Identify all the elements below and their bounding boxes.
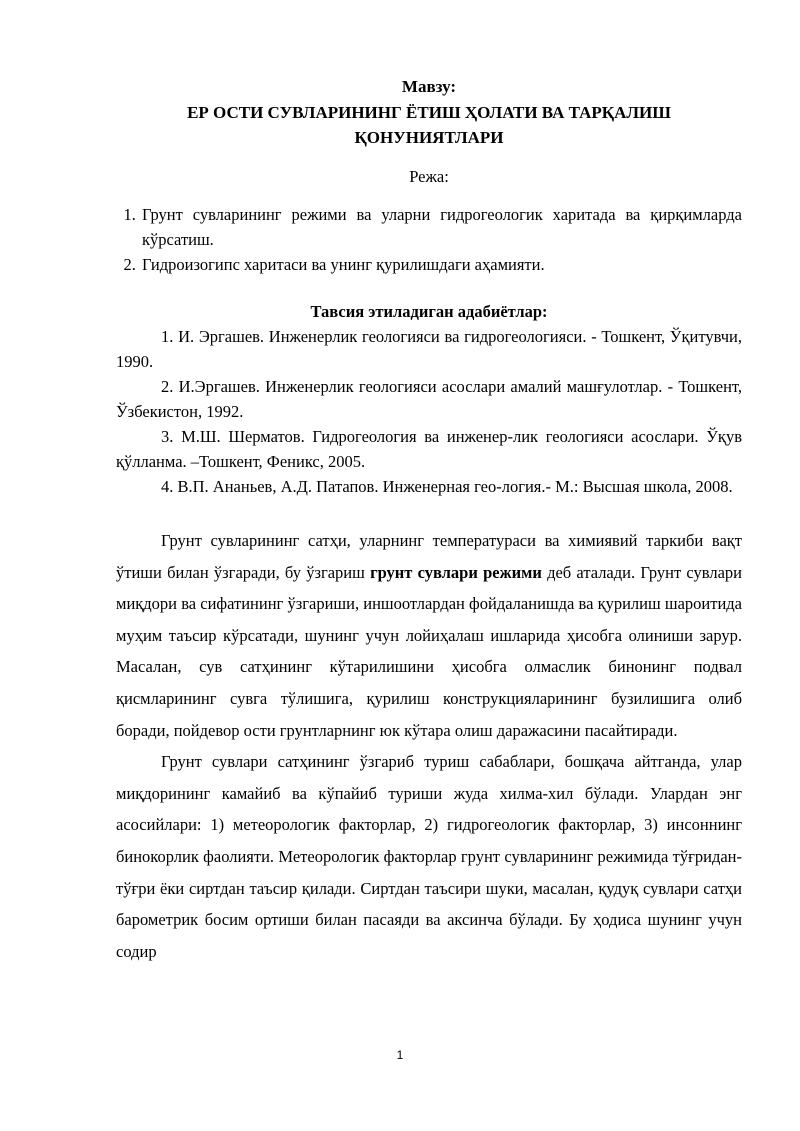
body-text <box>116 525 742 967</box>
plan-heading: Режа: <box>409 167 449 186</box>
bold-term: грунт сувлари режими <box>370 562 542 582</box>
literature-item: 3. М.Ш. Шерматов. Гидрогеология ва инженер-лик геологияси асослари. Ўқув қўлланма. –Тошкент, Феникс, 2005. <box>116 427 742 471</box>
paragraph-1-start: Грунт сувларининг сатҳи, уларнинг температураси ва химиявий таркиби вақт ўтиши билан ўзгаради, бу ўзгариш <box>116 531 742 582</box>
title-line-1: ЕР ОСТИ СУВЛАРИНИНГ ЁТИШ ҲОЛАТИ ВА ТАРҚАЛИШ <box>187 103 671 122</box>
paragraph-1 <box>116 525 742 746</box>
literature-list <box>116 324 742 499</box>
topic-label: Мавзу: <box>401 77 457 96</box>
page-number: 1 <box>396 1048 404 1062</box>
plan-item: 1. Грунт сувларининг режими ва уларни гидрогеологик харитада ва қирқимларда кўрсатиш. <box>140 202 742 252</box>
title-line-2: ҚОНУНИЯТЛАРИ <box>354 128 504 147</box>
literature-heading: Тавсия этиладиган адабиётлар: <box>310 302 548 321</box>
document-page <box>116 72 742 967</box>
plan-item: 2. Гидроизогипс харитаси ва унинг қурилишдаги аҳамияти. <box>140 252 742 277</box>
paragraph-2: Грунт сувлари сатҳининг ўзгариб туриш сабаблари, бошқача айтганда, улар миқдорининг камайиб ва кўпайиб туриши жуда хилма-хил бўлади. Улардан энг асосийлари: 1) метеорологик факторлар, 2) гидрогеологик факторлар, 3) инсоннинг бинокорлик фаолияти. Метеорологик факторлар грунт сувларининг режимида тўғридан-тўғри ёки сиртдан таъсир қилади. Сиртдан таъсири шуки, масалан, қудуқ сувлари сатҳи барометрик босим ортиши билан пасаяди ва аксинча бўлади. Бу ҳодиса шунинг учун содир <box>116 752 742 961</box>
paragraph-1-end: деб аталади. Грунт сувлари миқдори ва сифатининг ўзгариши, иншоотлардан фойдаланишда ва қурилиш шароитида муҳим таъсир кўрсатади, шунинг учун лойиҳалаш ишларида ҳисобга олиниши зарур. Масалан, сув сатҳининг кўтарилишини ҳисобга олмаслик бинонинг подвал қисмларининг сувга тўлишига, қурилиш конструкцияларининг бузилишига олиб боради, пойдевор ости грунтларнинг юк кўтара олиш даражасини пасайтиради. <box>116 562 742 740</box>
literature-item: 2. И.Эргашев. Инженерлик геологияси асослари амалий машғулотлар. - Тошкент, Ўзбекистон, 1992. <box>116 377 742 421</box>
literature-item: 1. И. Эргашев. Инженерлик геологияси ва гидрогеологияси. - Тошкент, Ўқитувчи, 1990. <box>116 327 742 371</box>
document-title <box>116 100 742 150</box>
literature-item: 4. В.П. Ананьев, А.Д. Патапов. Инженерная гео-логия.- М.: Высшая школа, 2008. <box>161 477 733 496</box>
plan-list <box>116 202 742 277</box>
